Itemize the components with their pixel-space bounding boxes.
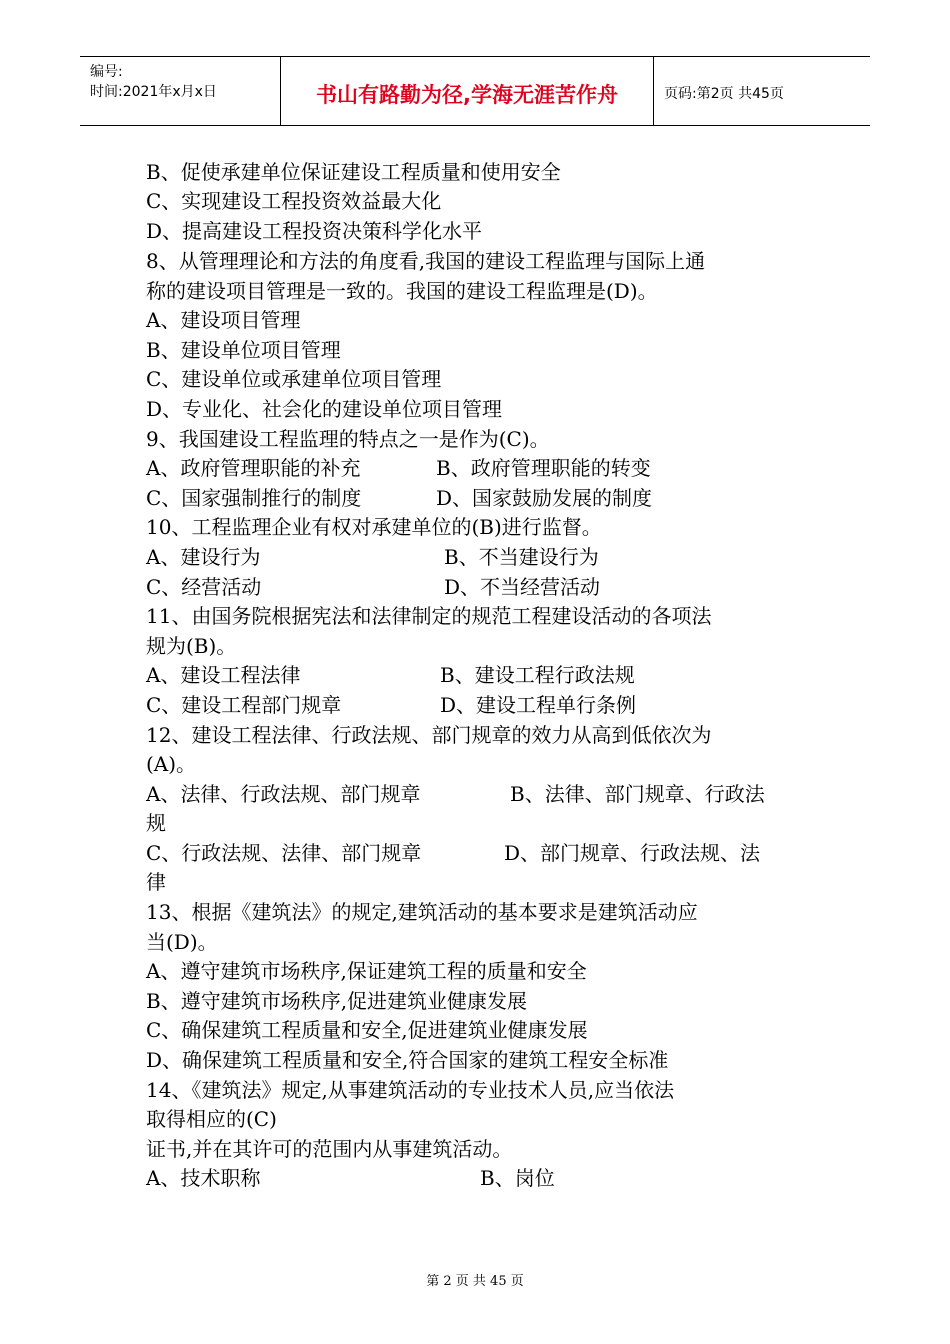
option-right: B、岗位 <box>480 1166 555 1190</box>
option-line: A、遵守建筑市场秩序,保证建筑工程的质量和安全 <box>146 959 587 983</box>
question-line: (A)。 <box>146 752 197 776</box>
question-line: 称的建设项目管理是一致的。我国的建设工程监理是(D)。 <box>146 279 658 303</box>
option-row <box>146 693 637 717</box>
question-line: 规为(B)。 <box>146 634 237 658</box>
option-right: D、不当经营活动 <box>444 575 601 599</box>
option-left: A、建设行为 <box>146 545 261 569</box>
option-left: A、技术职称 <box>146 1166 261 1190</box>
text-line: C、实现建设工程投资效益最大化 <box>146 189 442 213</box>
question-line: 14、《建筑法》规定,从事建筑活动的专业技术人员,应当依法 <box>146 1078 675 1102</box>
question-line: 11、由国务院根据宪法和法律制定的规范工程建设活动的各项法 <box>146 604 712 628</box>
text-line: D、提高建设工程投资决策科学化水平 <box>146 219 483 243</box>
option-row <box>146 841 761 865</box>
option-line: B、建设单位项目管理 <box>146 338 341 362</box>
option-right: B、法律、部门规章、行政法 <box>510 782 765 806</box>
option-left: A、法律、行政法规、部门规章 <box>146 782 421 806</box>
text-line: B、促使承建单位保证建设工程质量和使用安全 <box>146 160 561 184</box>
option-line: C、建设单位或承建单位项目管理 <box>146 367 442 391</box>
header-meta-cell <box>80 57 280 125</box>
option-row <box>146 575 601 599</box>
question-line: 取得相应的(C) <box>146 1107 277 1131</box>
serial-label: 编号: <box>90 64 123 80</box>
option-left: C、建设工程部门规章 <box>146 693 342 717</box>
page-info: 页码:第2页 共45页 <box>664 86 784 102</box>
question-line: 证书,并在其许可的范围内从事建筑活动。 <box>146 1137 513 1161</box>
header-motto-cell <box>280 57 654 125</box>
option-right: D、部门规章、行政法规、法 <box>504 841 761 865</box>
option-right: D、建设工程单行条例 <box>440 693 637 717</box>
question-line: 当(D)。 <box>146 930 218 954</box>
option-right: B、不当建设行为 <box>444 545 599 569</box>
option-line: C、确保建筑工程质量和安全,促进建筑业健康发展 <box>146 1018 588 1042</box>
option-right: D、国家鼓励发展的制度 <box>436 486 653 510</box>
option-row <box>146 663 635 687</box>
option-line: D、专业化、社会化的建设单位项目管理 <box>146 397 503 421</box>
date-label: 时间:2021年x月x日 <box>90 84 217 100</box>
option-right: B、建设工程行政法规 <box>440 663 635 687</box>
option-left: C、经营活动 <box>146 575 262 599</box>
option-row <box>146 456 651 480</box>
option-line: A、建设项目管理 <box>146 308 301 332</box>
question-line: 12、建设工程法律、行政法规、部门规章的效力从高到低依次为 <box>146 723 712 747</box>
page-header <box>80 56 870 126</box>
option-row <box>146 1166 555 1190</box>
option-wrap: 律 <box>146 870 166 894</box>
option-wrap: 规 <box>146 811 166 835</box>
option-left: A、政府管理职能的补充 <box>146 456 361 480</box>
option-left: C、行政法规、法律、部门规章 <box>146 841 422 865</box>
option-line: B、遵守建筑市场秩序,促进建筑业健康发展 <box>146 989 528 1013</box>
option-right: B、政府管理职能的转变 <box>436 456 651 480</box>
option-row <box>146 545 599 569</box>
question-line: 10、工程监理企业有权对承建单位的(B)进行监督。 <box>146 515 602 539</box>
question-line: 13、根据《建筑法》的规定,建筑活动的基本要求是建筑活动应 <box>146 900 698 924</box>
option-row <box>146 782 765 806</box>
option-row <box>146 486 653 510</box>
question-line: 8、从管理理论和方法的角度看,我国的建设工程监理与国际上通 <box>146 249 706 273</box>
header-page-cell <box>654 57 870 125</box>
option-line: D、确保建筑工程质量和安全,符合国家的建筑工程安全标准 <box>146 1048 669 1072</box>
motto-text: 书山有路勤为径,学海无涯苦作舟 <box>316 83 618 107</box>
question-line: 9、我国建设工程监理的特点之一是作为(C)。 <box>146 427 550 451</box>
option-left: A、建设工程法律 <box>146 663 301 687</box>
option-left: C、国家强制推行的制度 <box>146 486 362 510</box>
page-footer: 第 2 页 共 45 页 <box>426 1274 524 1289</box>
